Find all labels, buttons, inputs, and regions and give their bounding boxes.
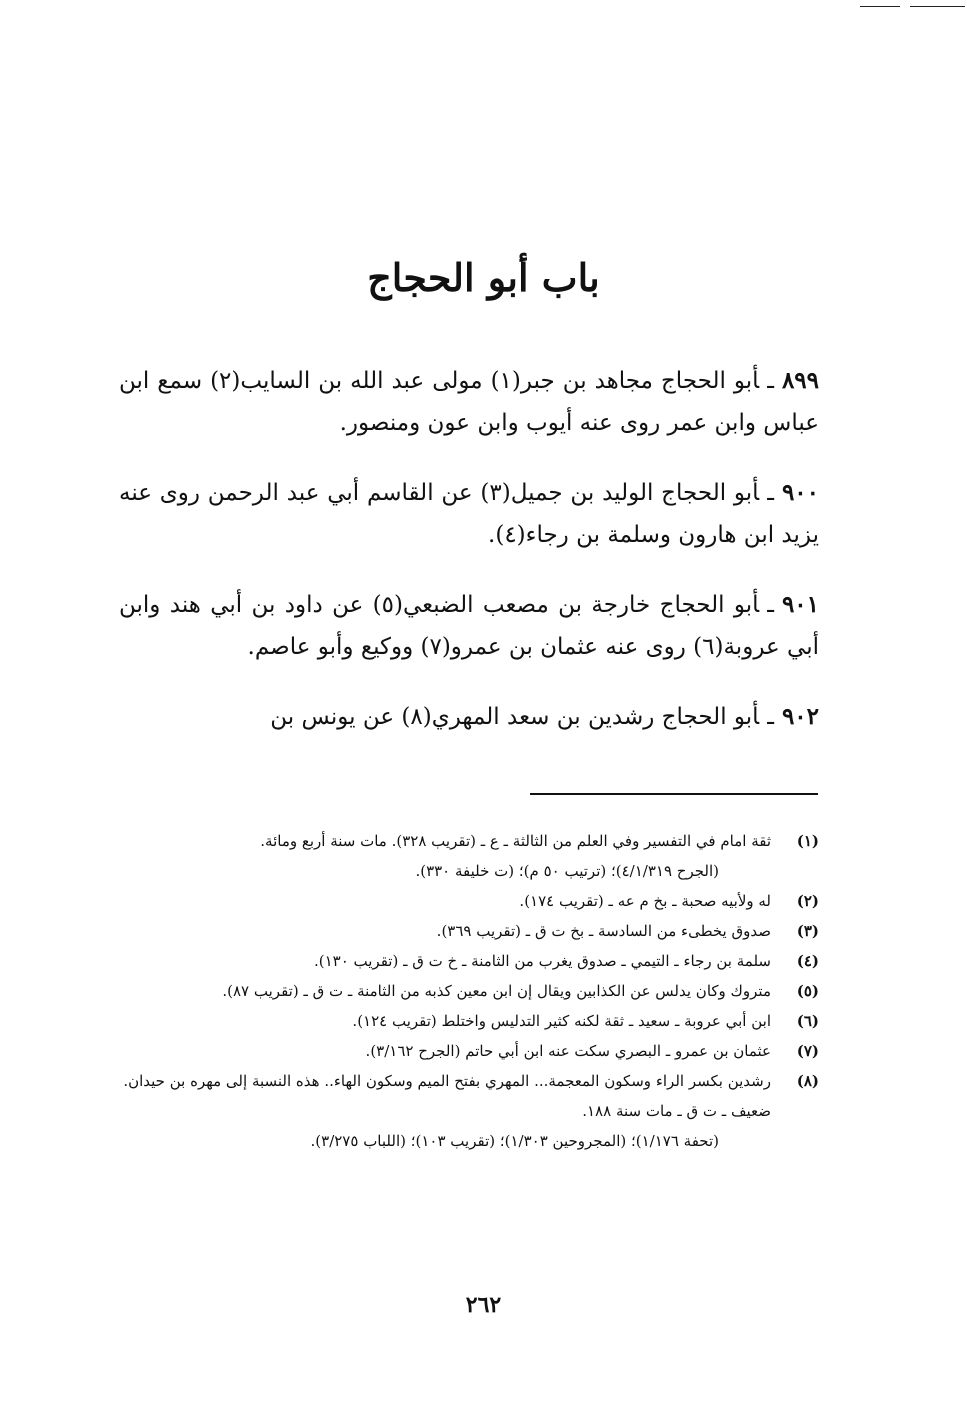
footnote-text: ثقة امام في التفسير وفي العلم من الثالثة ـ ع ـ (تقريب ٣٢٨). مات سنة أربع ومائة. <box>260 832 771 850</box>
footnote-number: (٢) <box>796 892 819 910</box>
top-scan-line-left <box>860 6 900 7</box>
entry-dash: ـ <box>767 704 774 730</box>
entry-text: أبو الحجاج رشدين بن سعد المهري(٨) عن يونس بن <box>270 704 760 730</box>
footnote-8 <box>119 1066 819 1126</box>
footnote-text: ابن أبي عروبة ـ سعيد ـ ثقة لكنه كثير التدليس واختلط (تقريب ١٢٤). <box>352 1012 771 1030</box>
footnote-text: له ولأبيه صحبة ـ بخ م عه ـ (تقريب ١٧٤). <box>519 892 771 910</box>
entry-number: ٩٠٢ <box>781 703 819 730</box>
footnote-text: صدوق يخطىء من السادسة ـ بخ ت ق ـ (تقريب ٣٦٩). <box>436 922 771 940</box>
entry-900 <box>119 472 819 556</box>
footnotes-list <box>119 826 819 1156</box>
footnote-1 <box>119 826 819 856</box>
footnote-separator <box>530 793 818 795</box>
footnote-number: (٧) <box>796 1042 819 1060</box>
footnote-text: متروك وكان يدلس عن الكذابين ويقال إن ابن معين كذبه من الثامنة ـ ت ق ـ (تقريب ٨٧). <box>222 982 771 1000</box>
footnote-8-continuation: (تحفة ١/١٧٦)؛ (المجروحين ١/٣٠٣)؛ (تقريب ١٠٣)؛ (اللباب ٣/٢٧٥). <box>310 1132 719 1150</box>
entry-901 <box>119 584 819 668</box>
footnote-7 <box>119 1036 819 1066</box>
footnote-number: (٣) <box>796 922 819 940</box>
footnote-6 <box>119 1006 819 1036</box>
entry-899 <box>119 360 819 444</box>
entry-dash: ـ <box>767 480 774 506</box>
footnote-2 <box>119 886 819 916</box>
footnote-1-continuation: (الجرح ٤/١/٣١٩)؛ (ترتيب ٥٠ م)؛ (ت خليفة ٣٣٠). <box>415 862 719 880</box>
entry-number: ٩٠٠ <box>781 479 819 506</box>
footnote-number: (٦) <box>796 1012 819 1030</box>
footnote-text: سلمة بن رجاء ـ التيمي ـ صدوق يغرب من الثامنة ـ خ ت ق ـ (تقريب ١٣٠). <box>313 952 771 970</box>
footnote-number: (٨) <box>796 1072 819 1090</box>
footnote-3 <box>119 916 819 946</box>
footnote-text: عثمان بن عمرو ـ البصري سكت عنه ابن أبي حاتم (الجرح ٣/١٦٢). <box>365 1042 771 1060</box>
entry-number: ٩٠١ <box>781 591 819 618</box>
entry-number: ٨٩٩ <box>781 367 819 394</box>
entry-text: أبو الحجاج الوليد بن جميل(٣) عن القاسم أبي عبد الرحمن روى عنه يزيد ابن هارون وسلمة بن رجاء(٤). <box>119 480 819 548</box>
footnote-4 <box>119 946 819 976</box>
entry-dash: ـ <box>767 592 774 618</box>
page-number: ٢٦٢ <box>465 1292 502 1318</box>
entries-list <box>119 360 819 766</box>
footnote-number: (٤) <box>796 952 819 970</box>
footnote-5 <box>119 976 819 1006</box>
entry-dash: ـ <box>767 368 774 394</box>
footnote-number: (١) <box>796 832 819 850</box>
page-title: باب أبو الحجاج <box>367 255 600 300</box>
footnote-text: رشدين بكسر الراء وسكون المعجمة... المهري بفتح الميم وسكون الهاء.. هذه النسبة إلى مهره بن حيدان. ضعيف ـ ت ق ـ مات سنة ١٨٨. <box>123 1072 771 1120</box>
top-scan-line-right <box>910 6 965 7</box>
entry-902 <box>119 696 819 738</box>
entry-text: أبو الحجاج مجاهد بن جبر(١) مولى عبد الله بن السايب(٢) سمع ابن عباس وابن عمر روى عنه أيوب وابن عون ومنصور. <box>119 368 819 436</box>
footnote-number: (٥) <box>796 982 819 1000</box>
entry-text: أبو الحجاج خارجة بن مصعب الضبعي(٥) عن داود بن أبي هند وابن أبي عروبة(٦) روى عنه عثمان بن عمرو(٧) ووكيع وأبو عاصم. <box>119 592 819 660</box>
